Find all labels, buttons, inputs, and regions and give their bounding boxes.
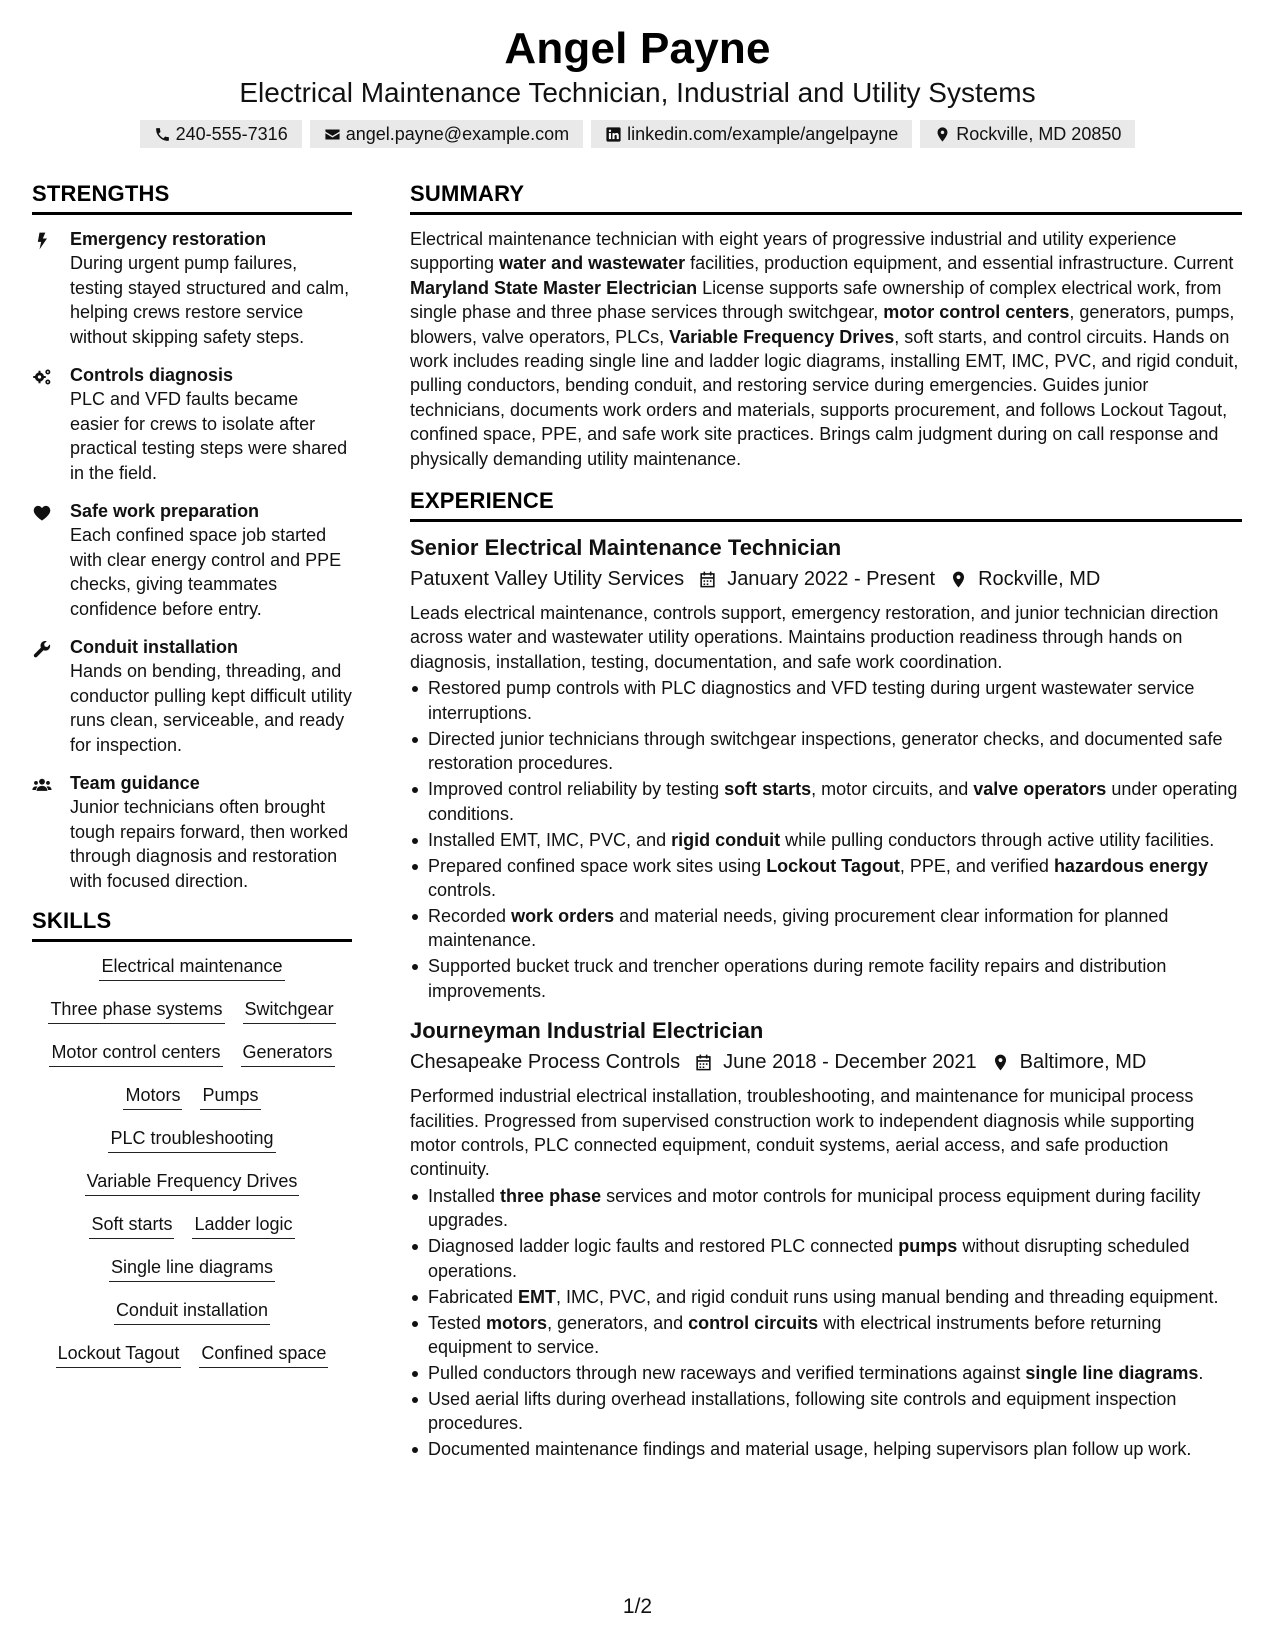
experience-list: [410, 534, 1242, 1462]
contact-location: [920, 120, 1135, 148]
job-company: Patuxent Valley Utility Services: [410, 568, 685, 591]
skill-tag: Lockout Tagout: [56, 1341, 182, 1368]
skill-tag: Soft starts: [89, 1212, 174, 1239]
job-bullets: [410, 676, 1242, 1003]
bullet-item: [410, 1437, 1242, 1461]
strengths-heading: STRENGTHS: [32, 180, 352, 215]
bullet-item: [410, 1311, 1242, 1360]
skill-row: [48, 997, 335, 1024]
text-run: Electrical maintenance technician with eight years of progressive industrial and utility experience supporting: [410, 229, 1177, 274]
gears-icon: [32, 367, 52, 387]
bold-keyword: three phase: [500, 1185, 602, 1206]
job-meta: [410, 565, 1242, 593]
skills-list: [32, 954, 352, 1384]
map-pin-icon: [949, 570, 968, 589]
skill-tag: Motor control centers: [49, 1040, 222, 1067]
email-text: angel.payne@example.com: [345, 123, 570, 144]
job-dates-group: [694, 1048, 977, 1076]
strength-item: [32, 771, 352, 893]
job-title: Journeyman Industrial Electrician: [410, 1018, 764, 1044]
bold-keyword: single line diagrams: [1025, 1362, 1199, 1383]
text-run: Prepared confined space work sites using: [428, 855, 767, 876]
job-location-group: [949, 565, 1100, 593]
job-dates: January 2022 - Present: [727, 568, 936, 591]
summary-heading: SUMMARY: [410, 180, 1242, 215]
strength-description: Junior technicians often brought tough repairs forward, then worked through diagnosis and restoration with focused direction.: [70, 797, 349, 891]
text-run: Improved control reliability by testing: [428, 779, 725, 800]
job-description: Leads electrical maintenance, controls support, emergency restoration, and junior technician direction across water and wastewater utility operations. Maintains production readiness through hands on diagnosis, installation, testing, documentation, and safe work coordination.: [410, 603, 1219, 672]
strength-item: [32, 363, 352, 485]
bold-keyword: Variable Frequency Drives: [669, 326, 895, 347]
job-location: Rockville, MD: [978, 568, 1101, 591]
skill-row: [114, 1298, 270, 1325]
contact-bar: [0, 120, 1275, 148]
contact-linkedin[interactable]: [591, 120, 912, 148]
bold-keyword: control circuits: [688, 1312, 819, 1333]
skill-row: [49, 1040, 334, 1067]
bullet-item: [410, 727, 1242, 776]
strength-description: During urgent pump failures, testing stayed structured and calm, helping crews restore service without skipping safety steps.: [70, 253, 350, 347]
bold-keyword: hazardous energy: [1053, 855, 1208, 876]
bolt-icon: [32, 231, 52, 251]
linkedin-icon: [605, 126, 622, 143]
job-dates: June 2018 - December 2021: [723, 1051, 977, 1074]
map-pin-icon: [991, 1053, 1010, 1072]
skill-row: [123, 1083, 260, 1110]
text-run: Recorded: [428, 905, 512, 926]
candidate-name: Angel Payne: [504, 24, 771, 73]
bold-keyword: EMT: [518, 1286, 557, 1307]
experience-heading: EXPERIENCE: [410, 487, 1242, 522]
text-run: and material needs, giving procurement clear information for planned maintenance.: [428, 905, 1169, 951]
job-entry: [410, 534, 1242, 1003]
right-column: [410, 180, 1242, 1476]
job-bullets: [410, 1184, 1242, 1462]
calendar-icon: [694, 1053, 713, 1072]
skill-tag: Electrical maintenance: [99, 954, 284, 981]
bullet-item: [410, 854, 1242, 903]
skill-tag: Conduit installation: [114, 1298, 270, 1325]
skill-tag: Single line diagrams: [109, 1255, 275, 1282]
bullet-item: [410, 676, 1242, 725]
contact-phone[interactable]: [140, 120, 302, 148]
strength-title: Conduit installation: [70, 637, 238, 657]
bullet-item: [410, 1234, 1242, 1283]
skill-row: [108, 1126, 275, 1153]
text-run: Tested: [428, 1312, 487, 1333]
location-text: Rockville, MD 20850: [956, 123, 1122, 144]
text-run: services and motor controls for municipal process equipment during facility upgrades.: [428, 1185, 1201, 1231]
text-run: Installed EMT, IMC, PVC, and: [428, 829, 672, 850]
strength-description: PLC and VFD faults became easier for crews to isolate after practical testing steps were shared in the field.: [70, 389, 348, 483]
text-run: , motor circuits, and: [811, 779, 974, 800]
bold-keyword: motors: [486, 1312, 548, 1333]
skill-row: [109, 1255, 275, 1282]
resume-header: [0, 22, 1275, 148]
bold-keyword: Lockout Tagout: [766, 855, 900, 876]
text-run: Fabricated: [428, 1286, 519, 1307]
bullet-item: [410, 904, 1242, 953]
strength-description: Each confined space job started with clear energy control and PPE checks, giving teammates confidence before entry.: [70, 525, 342, 619]
map-pin-icon: [934, 126, 951, 143]
skill-row: [56, 1341, 329, 1368]
skill-tag: Generators: [241, 1040, 335, 1067]
phone-icon: [154, 126, 171, 143]
wrench-icon: [32, 639, 52, 659]
skill-row: [85, 1169, 300, 1196]
text-run: facilities, production equipment, and essential infrastructure. Current: [685, 253, 1234, 274]
candidate-headline: Electrical Maintenance Technician, Industrial and Utility Systems: [239, 77, 1036, 108]
job-entry: [410, 1017, 1242, 1462]
strength-title: Safe work preparation: [70, 501, 260, 521]
bold-keyword: work orders: [511, 905, 615, 926]
page-number: 1/2: [622, 1595, 653, 1618]
text-run: Used aerial lifts during overhead installations, following site controls and equipment inspection procedures.: [428, 1388, 1177, 1434]
job-dates-group: [698, 565, 935, 593]
strength-item: [32, 499, 352, 621]
skill-tag: PLC troubleshooting: [108, 1126, 275, 1153]
bold-keyword: valve operators: [973, 779, 1107, 800]
skill-tag: Confined space: [199, 1341, 328, 1368]
text-run: Pulled conductors through new raceways and verified terminations against: [428, 1362, 1026, 1383]
envelope-icon: [324, 126, 341, 143]
strength-title: Team guidance: [70, 773, 200, 793]
strength-title: Emergency restoration: [70, 229, 267, 249]
text-run: , generators, pumps, blowers, valve operators, PLCs,: [410, 302, 1235, 347]
skill-tag: Pumps: [200, 1083, 260, 1110]
text-run: License supports safe ownership of complex electrical work, from single phase and three phase services through switchgear,: [410, 277, 1222, 323]
skill-tag: Motors: [123, 1083, 182, 1110]
skill-row: [89, 1212, 294, 1239]
text-run: , IMC, PVC, and rigid conduit runs using manual bending and threading equipment.: [556, 1286, 1219, 1307]
bold-keyword: motor control centers: [883, 302, 1070, 323]
left-column: [32, 180, 352, 1384]
job-company: Chesapeake Process Controls: [410, 1051, 681, 1074]
summary-text: [410, 227, 1242, 471]
bullet-item: [410, 1361, 1242, 1385]
text-run: , soft starts, and control circuits. Hands on work includes reading single line and ladder logic diagrams, installing EMT, IMC, PVC, and rigid conduit, pulling conductors, bending conduit, and restoring service during emergencies. Guides junior technicians, documents work orders and materials, supports procurement, and follows Lockout Tagout, confined space, PPE, and safe work site practices. Brings calm judgment during on call response and physically demanding utility maintenance.: [410, 326, 1239, 469]
text-run: .: [1198, 1362, 1204, 1383]
text-run: Diagnosed ladder logic faults and restored PLC connected: [428, 1236, 899, 1257]
bold-keyword: pumps: [898, 1236, 958, 1257]
phone-text: 240-555-7316: [175, 123, 288, 144]
job-description: Performed industrial electrical installation, troubleshooting, and maintenance for municipal process facilities. Progressed from supervised construction work to independent diagnosis while supporting motor controls, PLC connected equipment, conduit systems, aerial access, and safe production continuity.: [410, 1086, 1195, 1180]
bold-keyword: rigid conduit: [671, 829, 781, 850]
skills-heading: SKILLS: [32, 907, 352, 942]
text-run: without disrupting scheduled operations.: [428, 1236, 1190, 1281]
skill-row: [99, 954, 284, 981]
text-run: Supported bucket truck and trencher operations during remote facility repairs and distribution improvements.: [428, 956, 1167, 1001]
bullet-item: [410, 1387, 1242, 1436]
bullet-item: [410, 1285, 1242, 1309]
text-run: , PPE, and verified: [899, 855, 1054, 876]
text-run: controls.: [428, 879, 497, 900]
text-run: while pulling conductors through active utility facilities.: [780, 829, 1215, 850]
bullet-item: [410, 828, 1242, 852]
strength-item: [32, 227, 352, 349]
job-location: Baltimore, MD: [1019, 1051, 1147, 1074]
bullet-item: [410, 777, 1242, 826]
heart-icon: [32, 503, 52, 523]
text-run: Directed junior technicians through switchgear inspections, generator checks, and documented safe restoration procedures.: [428, 728, 1223, 774]
strength-description: Hands on bending, threading, and conductor pulling kept difficult utility runs clean, serviceable, and ready for inspection.: [70, 661, 352, 755]
text-run: under operating conditions.: [428, 779, 1238, 824]
bold-keyword: Maryland State Master Electrician: [410, 277, 698, 298]
text-run: Documented maintenance findings and material usage, helping supervisors plan follow up work.: [428, 1439, 1192, 1460]
calendar-icon: [698, 570, 717, 589]
job-location-group: [991, 1048, 1147, 1076]
bullet-item: [410, 954, 1242, 1003]
bullet-item: [410, 1184, 1242, 1233]
job-meta: [410, 1048, 1242, 1076]
text-run: Installed: [428, 1185, 501, 1206]
text-run: with electrical instruments before returning equipment to service.: [428, 1312, 1162, 1357]
skill-tag: Switchgear: [243, 997, 336, 1024]
linkedin-text: linkedin.com/example/angelpayne: [627, 123, 899, 144]
bold-keyword: water and wastewater: [499, 253, 686, 274]
skill-tag: Ladder logic: [192, 1212, 294, 1239]
strength-title: Controls diagnosis: [70, 365, 234, 385]
bold-keyword: soft starts: [724, 779, 812, 800]
text-run: Restored pump controls with PLC diagnostics and VFD testing during urgent wastewater service interruptions.: [428, 678, 1195, 723]
strength-item: [32, 635, 352, 757]
text-run: , generators, and: [547, 1312, 689, 1333]
users-icon: [32, 775, 52, 795]
contact-email[interactable]: [310, 120, 583, 148]
skill-tag: Three phase systems: [48, 997, 224, 1024]
skill-tag: Variable Frequency Drives: [85, 1169, 300, 1196]
job-title: Senior Electrical Maintenance Technician: [410, 535, 842, 561]
